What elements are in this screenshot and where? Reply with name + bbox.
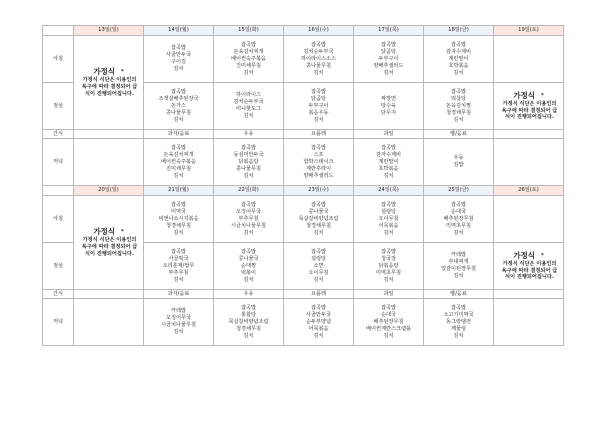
weekend-note-line: 가정식 식단은 이용인의 [82, 237, 137, 244]
menu-cell [144, 83, 214, 130]
menu-item: 배추된장무침 [373, 318, 404, 325]
weekend-note [494, 243, 564, 290]
menu-item: 함박스테이크 [303, 158, 334, 165]
menu-item: 부추무침 [168, 269, 189, 276]
menu-item: 미역초무침 [445, 222, 472, 229]
menu-item: 잡곡밥 [240, 144, 257, 151]
weekend-note-line: 가정식 식단은 이용인의 [502, 260, 557, 267]
snack-cell: 과일 [354, 290, 424, 299]
menu-item: 베이컨계란스크램블 [365, 325, 412, 332]
menu-item: 잡곡밥 [310, 201, 327, 208]
empty-sunday-cell [74, 139, 144, 186]
menu-cell [424, 83, 494, 130]
day-header: 16일(수) [284, 26, 354, 36]
menu-item: 청경채무침 [165, 222, 192, 229]
menu-item: 구이김 [170, 59, 187, 65]
empty-saturday-cell [494, 130, 564, 139]
menu-item: 계란말이 [448, 55, 469, 62]
menu-item: 두부구이 [378, 55, 399, 62]
meal-label: 저녁 [43, 299, 74, 346]
weekend-note-star: * [121, 229, 124, 236]
menu-cell [214, 83, 284, 130]
menu-item: 김치 [313, 332, 324, 339]
menu-item: 양배추샐러드 [303, 172, 334, 179]
menu-item: 오징어무국 [235, 208, 262, 215]
day-header: 24일(목) [354, 186, 424, 196]
menu-cell [284, 299, 354, 346]
menu-item: 진미채무침 [165, 165, 192, 172]
meal-label: 간식 [43, 290, 74, 299]
day-header: 25일(금) [424, 186, 494, 196]
menu-item: 청국장 [380, 255, 397, 262]
menu-item: 잡곡밥 [380, 248, 397, 255]
meal-label: 아침 [43, 196, 74, 243]
corner-cell [43, 26, 74, 36]
menu-item: 호박볶음 [448, 62, 469, 69]
menu-cell [424, 243, 494, 290]
dinner-row [43, 299, 564, 346]
menu-item: 잡곡밥 [380, 201, 397, 208]
snack-cell: 요플레 [284, 290, 354, 299]
menu-item: 김밥 [453, 162, 464, 168]
menu-item: 돈육김치찜 [445, 102, 472, 109]
menu-item: 잡곡밥 [310, 304, 327, 311]
menu-item: 소면 [313, 262, 324, 269]
day-header: 20일(일) [74, 186, 144, 196]
menu-item: 깨물렁 [450, 325, 467, 332]
menu-item: 잡곡밥 [380, 41, 397, 48]
menu-item: 김치순두부국 [233, 99, 264, 105]
menu-item: 김치순두부국 [303, 48, 334, 55]
menu-item: 김치 [173, 329, 184, 335]
menu-item: 얼갈이된장무침 [440, 266, 477, 272]
menu-item: 잡곡밥 [450, 304, 467, 311]
menu-item: 닭곰탕 [310, 95, 327, 102]
menu-cell [214, 196, 284, 243]
meal-label: 아침 [43, 36, 74, 83]
menu-item: 단무지 [380, 109, 397, 116]
day-header: 23일(수) [284, 186, 354, 196]
menu-item: 청경채무침 [445, 109, 472, 116]
menu-item: 잡곡밥 [380, 304, 397, 311]
menu-item: 잡곡밥 [310, 144, 327, 151]
weekend-note-line: 가정식 식단은 이용인의 [82, 77, 137, 84]
menu-cell [284, 83, 354, 130]
menu-item: 오리훈제/쌈무 [162, 262, 195, 269]
menu-item: 사골떡국 [168, 255, 189, 262]
menu-cell [214, 299, 284, 346]
breakfast-row [43, 36, 564, 83]
menu-item: 하이라이스 [235, 92, 262, 98]
menu-item: 잡곡밥 [170, 248, 187, 255]
menu-item: 오징어무국 [165, 315, 192, 321]
menu-item: 우동 [453, 155, 464, 161]
weekend-note-title-text: 가정식 [93, 67, 116, 77]
empty-saturday-cell [494, 139, 564, 186]
menu-item: 순두부양념 [305, 318, 332, 325]
menu-item: 시금치나물무침 [230, 222, 267, 229]
snack-cell: 빵/음료 [424, 290, 494, 299]
menu-item: 잡곡밥 [170, 201, 187, 208]
weekend-note-title [494, 91, 563, 101]
menu-item: 떡살탕 [450, 95, 467, 102]
menu-item: 김치 [243, 332, 254, 339]
menu-item: 잡곡밥 [170, 88, 187, 95]
menu-item: 김치 [453, 332, 464, 339]
day-header: 13일(일) [74, 26, 144, 36]
weekend-note-line: 욕구에 따라 결정되어 급 [81, 244, 138, 251]
menu-item: 콩나물무침 [305, 62, 332, 69]
menu-cell [144, 36, 214, 83]
corner-cell [43, 186, 74, 196]
menu-cell [284, 139, 354, 186]
menu-item: 잡곡밥 [240, 41, 257, 48]
menu-item: 김치 [313, 116, 324, 123]
menu-item: 미니핫도그 [235, 106, 262, 112]
menu-cell [424, 139, 494, 186]
menu-item: 잡곡밥 [450, 201, 467, 208]
menu-item: 잡곡밥 [380, 144, 397, 151]
menu-item: 소고기미역국 [443, 311, 474, 318]
menu-item: 어묵볶음 [378, 222, 399, 229]
menu-item: 묵살갈비양념조림 [228, 318, 269, 325]
menu-item: 청경채무침 [305, 222, 332, 229]
menu-item: 돈육김치찌개 [163, 151, 194, 158]
dinner-row [43, 139, 564, 186]
menu-item: 김치 [313, 229, 324, 236]
menu-item: 오이무침 [378, 215, 399, 222]
weekend-note-line: 식이 진행되어집니다. [85, 250, 134, 257]
empty-saturday-cell [494, 36, 564, 83]
day-header: 26일(토) [494, 186, 564, 196]
menu-cell [144, 196, 214, 243]
menu-item: 김치 [173, 66, 184, 72]
menu-item: 김치 [243, 113, 254, 119]
menu-item: 김치 [383, 229, 394, 236]
menu-cell [354, 36, 424, 83]
menu-item: 김치 [453, 273, 464, 279]
empty-sunday-cell [74, 130, 144, 139]
menu-item: 카레밥 [450, 252, 467, 258]
snack-cell: 빵/음료 [424, 130, 494, 139]
menu-item: 양배추샐러드 [373, 62, 404, 69]
menu-item: 홍합탕 [240, 311, 257, 318]
weekend-note-line: 식이 진행되어집니다. [505, 274, 554, 281]
menu-item: 볶음우동 [308, 109, 329, 116]
menu-item: 잡곡밥 [240, 201, 257, 208]
weekend-note-line: 욕구에 따라 결정되어 급 [81, 84, 138, 91]
menu-item: 김치 [243, 276, 254, 283]
weekend-note-title [74, 227, 143, 237]
menu-cell [354, 299, 424, 346]
menu-item: 순대국 [450, 208, 467, 215]
menu-item: 콩나물무침 [235, 165, 262, 172]
menu-item: 비엔나소시지볶음 [158, 215, 199, 222]
menu-item: 잡곡밥 [310, 88, 327, 95]
weekend-note-line: 식이 진행되어집니다. [505, 114, 554, 121]
weekend-note-title [74, 67, 143, 77]
menu-item: 김치 [173, 229, 184, 236]
menu-item: 미역초무침 [375, 269, 402, 276]
menu-cell [284, 196, 354, 243]
meal-label: 점심 [43, 83, 74, 130]
menu-item: 잡곡밥 [310, 41, 327, 48]
menu-item: 감자수제비 [375, 151, 402, 158]
meal-label: 저녁 [43, 139, 74, 186]
weekend-note-title-text: 가정식 [513, 90, 536, 100]
menu-item: 계란말이 [378, 158, 399, 165]
menu-item: 김치 [243, 69, 254, 76]
weekly-menu-table [42, 25, 564, 346]
day-header: 22일(화) [214, 186, 284, 196]
weekend-note-line: 욕구에 따라 결정되어 급 [501, 267, 558, 274]
menu-item: 김치 [313, 276, 324, 283]
menu-item: 카레밥 [170, 308, 187, 314]
weekend-note-title-text: 가정식 [93, 227, 116, 237]
menu-item: 콩나물무침 [165, 109, 192, 116]
weekend-note-title-text: 가정식 [513, 250, 536, 260]
menu-item: 베이컨숙주볶음 [230, 55, 267, 62]
menu-item: 돈가스 [170, 102, 187, 109]
menu-item: 어묵볶음 [308, 325, 329, 332]
menu-item: 김치 [173, 116, 184, 123]
day-header: 19일(토) [494, 26, 564, 36]
menu-cell [284, 243, 354, 290]
menu-item: 잡곡밥 [240, 304, 257, 311]
snack-cell: 과일 [354, 130, 424, 139]
day-header: 21일(월) [144, 186, 214, 196]
menu-item: 미역국 [170, 208, 187, 215]
weekend-note-title [494, 251, 563, 261]
menu-item: 시금치나물무침 [160, 322, 197, 328]
day-header: 14일(월) [144, 26, 214, 36]
snack-cell: 과자/음료 [144, 290, 214, 299]
menu-cell [354, 83, 424, 130]
weekend-note-star: * [541, 92, 544, 99]
menu-item: 김치 [313, 69, 324, 76]
menu-cell [144, 299, 214, 346]
menu-item: 잡곡밥 [170, 45, 187, 51]
empty-saturday-cell [494, 290, 564, 299]
sunday-note-cell [74, 196, 144, 290]
menu-item: 오이무침 [308, 269, 329, 276]
menu-item: 하이라이스소스 [300, 55, 337, 62]
menu-cell [354, 196, 424, 243]
day-header: 17일(목) [354, 26, 424, 36]
empty-sunday-cell [74, 290, 144, 299]
menu-item: 배추된장무침 [443, 215, 474, 222]
menu-item: 설렁탕 [380, 208, 397, 215]
menu-item: 스프 [313, 151, 324, 158]
snack-cell: 요플레 [284, 130, 354, 139]
menu-item: 김치 [383, 332, 394, 339]
menu-cell [214, 243, 284, 290]
menu-item: 김치 [383, 69, 394, 76]
weekend-note-star: * [541, 252, 544, 259]
menu-item: 김치 [243, 229, 254, 236]
menu-item: 잡곡밥 [170, 144, 187, 151]
empty-saturday-cell [494, 196, 564, 243]
menu-item: 떡볶이 [240, 269, 257, 276]
menu-item: 콩나물국 [238, 255, 259, 262]
menu-item: 조갯살배추된장국 [158, 95, 199, 102]
menu-cell [144, 139, 214, 186]
menu-cell [354, 139, 424, 186]
day-header: 15일(화) [214, 26, 284, 36]
menu-item: 잡곡밥 [450, 41, 467, 48]
menu-item: 순대국 [380, 311, 397, 318]
breakfast-row [43, 196, 564, 243]
menu-item: 진미채무침 [235, 62, 262, 69]
sunday-note-cell [74, 36, 144, 130]
menu-item: 사골만두국 [305, 311, 332, 318]
menu-item: 부대찌개 [448, 259, 469, 265]
menu-item: 동그랑땡전 [445, 318, 472, 325]
meal-label: 간식 [43, 130, 74, 139]
menu-item: 순대찜 [240, 262, 257, 269]
empty-saturday-cell [494, 299, 564, 346]
menu-item: 김치 [453, 69, 464, 76]
weekend-note-star: * [121, 69, 124, 76]
menu-item: 계란후라이 [305, 165, 332, 172]
menu-item: 김치 [243, 172, 254, 179]
menu-item: 잡곡밥 [450, 88, 467, 95]
weekend-note-line: 욕구에 따라 결정되어 급 [501, 107, 558, 114]
menu-item: 동심미안두국 [233, 151, 264, 158]
menu-item: 사골만두국 [165, 52, 192, 58]
day-header: 18일(금) [424, 26, 494, 36]
menu-item: 김치 [173, 276, 184, 283]
menu-item: 청경채무침 [235, 325, 262, 332]
meal-label: 점심 [43, 243, 74, 290]
menu-item: 돈육김치찌개 [233, 48, 264, 55]
menu-cell [214, 139, 284, 186]
menu-item: 닭곰탕 [380, 48, 397, 55]
menu-cell [424, 196, 494, 243]
snack-row [43, 290, 564, 299]
menu-item: 호박볶음 [378, 165, 399, 172]
day-header-row [43, 186, 564, 196]
weekend-note [494, 83, 564, 130]
menu-item: 잡곡밥 [310, 248, 327, 255]
menu-item: 닭볶음탕 [238, 158, 259, 165]
menu-item: 잡곡밥 [240, 248, 257, 255]
menu-cell [424, 36, 494, 83]
menu-item: 짜장면 [380, 95, 397, 102]
weekend-note-line: 가정식 식단은 이용인의 [502, 100, 557, 107]
snack-cell: 우유 [214, 130, 284, 139]
menu-cell [144, 243, 214, 290]
menu-cell [284, 36, 354, 83]
menu-cell [214, 36, 284, 83]
menu-item: 김치 [173, 172, 184, 179]
menu-cell [424, 299, 494, 346]
menu-item: 김치 [383, 172, 394, 179]
menu-item: 김치 [383, 276, 394, 283]
menu-item: 탕수육 [380, 102, 397, 109]
menu-item: 설렁탕 [310, 255, 327, 262]
snack-cell: 우유 [214, 290, 284, 299]
weekend-note-line: 식이 진행되어집니다. [85, 90, 134, 97]
menu-item: 닭볶음탕 [378, 262, 399, 269]
menu-item: 묵살갈비양념조림 [298, 215, 339, 222]
menu-item: 김치 [453, 116, 464, 123]
menu-item: 두부구이 [308, 102, 329, 109]
day-header-row [43, 26, 564, 36]
empty-sunday-cell [74, 299, 144, 346]
menu-item: 베이컨숙주볶음 [160, 158, 197, 165]
snack-cell: 과자/음료 [144, 130, 214, 139]
menu-item: 김치 [453, 229, 464, 236]
menu-cell [354, 243, 424, 290]
menu-item: 부추무침 [238, 215, 259, 222]
snack-row [43, 130, 564, 139]
menu-item: 감자수제비 [445, 48, 472, 55]
menu-item: 콩나물국 [308, 208, 329, 215]
